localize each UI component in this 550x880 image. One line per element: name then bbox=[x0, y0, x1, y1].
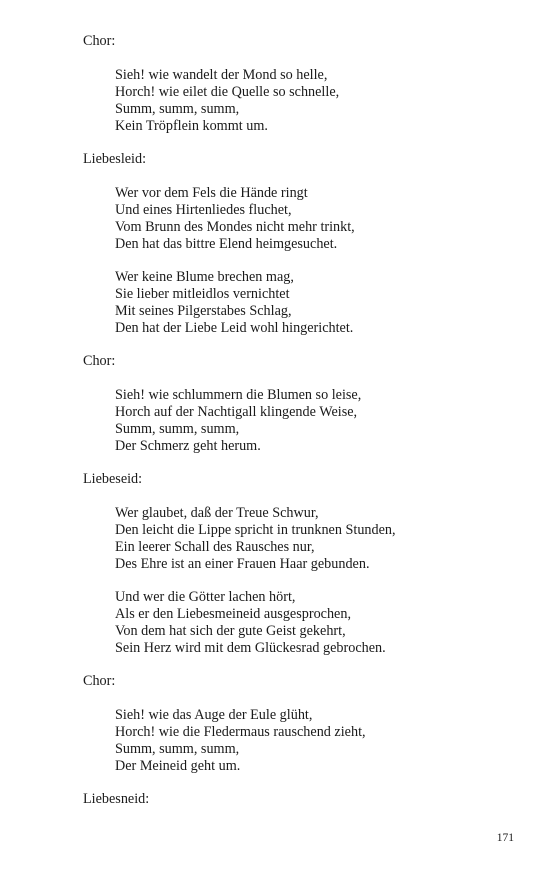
verse-line: Summ, summ, summ, bbox=[115, 741, 240, 757]
verse-line: Kein Tröpflein kommt um. bbox=[115, 118, 268, 134]
verse-line: Mit seines Pilgerstabes Schlag, bbox=[115, 303, 292, 319]
verse-line: Summ, summ, summ, bbox=[115, 421, 240, 437]
speaker-label: Chor: bbox=[83, 353, 116, 369]
verse-line: Vom Brunn des Mondes nicht mehr trinkt, bbox=[115, 219, 355, 235]
verse-line: Wer keine Blume brechen mag, bbox=[115, 269, 294, 285]
verse-line: Der Meineid geht um. bbox=[115, 758, 241, 774]
verse-line: Horch! wie die Fledermaus rauschend zieht, bbox=[115, 724, 366, 740]
verse-line: Den hat das bittre Elend heimgesuchet. bbox=[115, 236, 338, 252]
poem-page bbox=[83, 33, 523, 808]
verse-line: Den hat der Liebe Leid wohl hingerichtet. bbox=[115, 320, 354, 336]
verse-line: Des Ehre ist an einer Frauen Haar gebunden. bbox=[115, 556, 370, 572]
stanza bbox=[115, 185, 523, 253]
verse-line: Summ, summ, summ, bbox=[115, 101, 240, 117]
verse-line: Wer glaubet, daß der Treue Schwur, bbox=[115, 505, 319, 521]
verse-line: Sieh! wie schlummern die Blumen so leise, bbox=[115, 387, 362, 403]
verse-line: Von dem hat sich der gute Geist gekehrt, bbox=[115, 623, 346, 639]
verse-line: Der Schmerz geht herum. bbox=[115, 438, 261, 454]
verse-line: Als er den Liebesmeineid ausgesprochen, bbox=[115, 606, 351, 622]
stanza bbox=[115, 387, 523, 455]
verse-line: Sein Herz wird mit dem Glückesrad gebrochen. bbox=[115, 640, 386, 656]
page-number: 171 bbox=[496, 832, 514, 844]
verse-line: Ein leerer Schall des Rausches nur, bbox=[115, 539, 315, 555]
verse-line: Und eines Hirtenliedes fluchet, bbox=[115, 202, 292, 218]
stanza bbox=[115, 707, 523, 775]
speaker-label: Chor: bbox=[83, 673, 116, 689]
speaker-label: Liebeseid: bbox=[83, 471, 143, 487]
verse-line: Horch! wie eilet die Quelle so schnelle, bbox=[115, 84, 340, 100]
stanza bbox=[115, 67, 523, 135]
speaker-label: Liebesneid: bbox=[83, 791, 150, 807]
stanza bbox=[115, 269, 523, 337]
verse-line: Sieh! wie das Auge der Eule glüht, bbox=[115, 707, 313, 723]
stanza bbox=[115, 505, 523, 573]
speaker-label: Liebesleid: bbox=[83, 151, 147, 167]
verse-line: Wer vor dem Fels die Hände ringt bbox=[115, 185, 308, 201]
speaker-label: Chor: bbox=[83, 33, 116, 49]
stanza bbox=[115, 589, 523, 657]
verse-line: Den leicht die Lippe spricht in trunknen Stunden, bbox=[115, 522, 396, 538]
verse-line: Horch auf der Nachtigall klingende Weise, bbox=[115, 404, 358, 420]
verse-line: Sie lieber mitleidlos vernichtet bbox=[115, 286, 290, 302]
verse-line: Sieh! wie wandelt der Mond so helle, bbox=[115, 67, 328, 83]
verse-line: Und wer die Götter lachen hört, bbox=[115, 589, 296, 605]
